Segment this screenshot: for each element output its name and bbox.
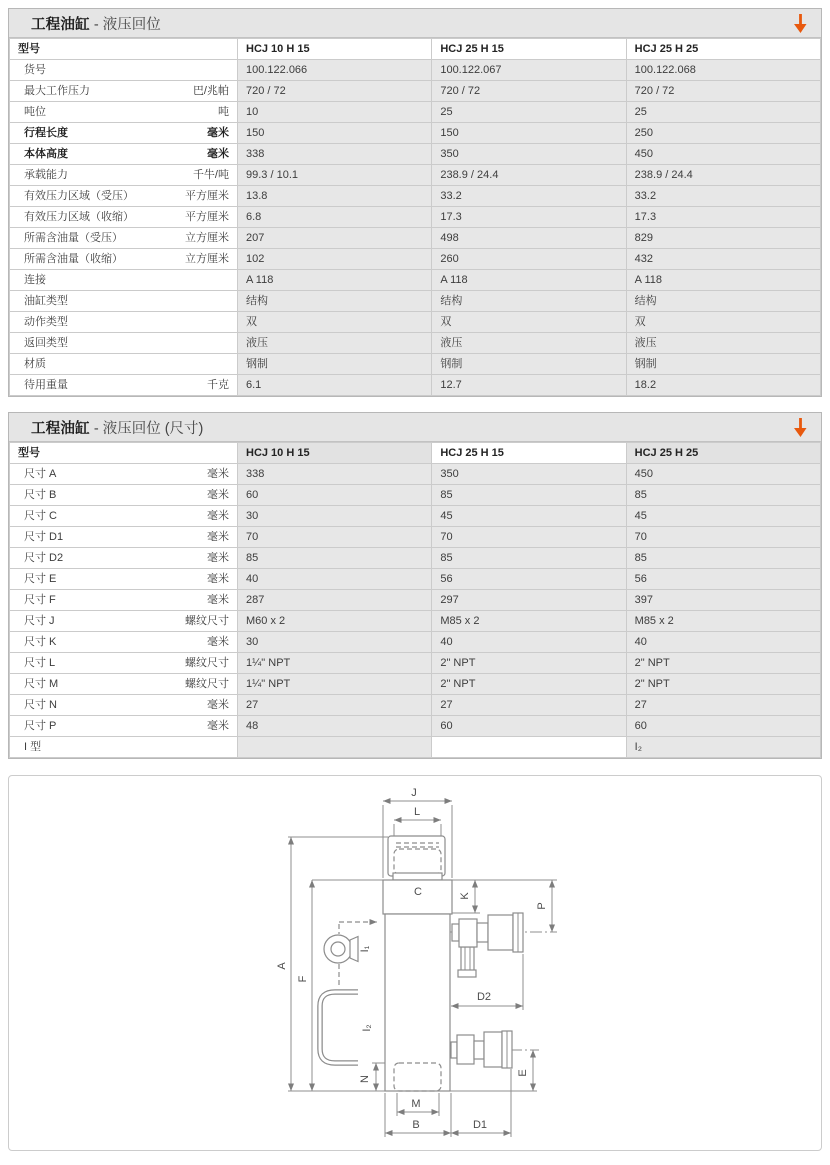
- value-cell: 498: [432, 228, 626, 249]
- row-unit: 螺纹尺寸: [185, 657, 229, 669]
- row-label-cell: [10, 695, 238, 716]
- eye-cap: [350, 937, 358, 962]
- value-cell: M85 x 2: [626, 611, 820, 632]
- value-cell: [432, 737, 626, 758]
- table-row: [10, 354, 821, 375]
- row-label: 尺寸 M: [24, 678, 59, 690]
- table-row: [10, 123, 821, 144]
- row-label-cell: [10, 81, 238, 102]
- row-label: 尺寸 B: [24, 489, 57, 501]
- value-cell: 720 / 72: [238, 81, 432, 102]
- table-row: [10, 653, 821, 674]
- row-label: 动作类型: [24, 316, 68, 328]
- value-cell: 70: [238, 527, 432, 548]
- row-label-cell: [10, 485, 238, 506]
- value-cell: M60 x 2: [238, 611, 432, 632]
- value-cell: 100.122.067: [432, 60, 626, 81]
- row-label: 行程长度: [24, 127, 68, 139]
- model-column-header: HCJ 10 H 15: [238, 39, 432, 60]
- row-label: 承载能力: [24, 169, 68, 181]
- value-cell: 30: [238, 632, 432, 653]
- row-label-cell: [10, 569, 238, 590]
- table-row: [10, 291, 821, 312]
- dim-label-m: M: [411, 1098, 421, 1110]
- row-unit: 毫米: [207, 699, 229, 711]
- value-cell: 结构: [432, 291, 626, 312]
- table-row: [10, 144, 821, 165]
- value-cell: 25: [432, 102, 626, 123]
- lifting-eye-outer: [324, 935, 352, 963]
- row-label-cell: [10, 354, 238, 375]
- value-cell: 85: [432, 485, 626, 506]
- row-label: 油缸类型: [24, 295, 68, 307]
- row-label: 尺寸 P: [24, 720, 57, 732]
- spec-table: [9, 38, 821, 396]
- value-cell: 双: [432, 312, 626, 333]
- lower-coupler: [451, 1031, 512, 1068]
- value-cell: [238, 737, 432, 758]
- spec-table-section-1: [8, 8, 822, 397]
- table-row: [10, 165, 821, 186]
- row-label: 返回类型: [24, 337, 68, 349]
- value-cell: 2" NPT: [432, 674, 626, 695]
- value-cell: 液压: [432, 333, 626, 354]
- cylinder-body-outline: [383, 836, 452, 1091]
- row-unit: 毫米: [207, 594, 229, 606]
- section-title: 工程油缸: [31, 16, 90, 33]
- table-row: [10, 695, 821, 716]
- value-cell: 13.8: [238, 186, 432, 207]
- row-label-column-header: 型号: [10, 39, 238, 60]
- value-cell: 2" NPT: [432, 653, 626, 674]
- row-unit: 毫米: [207, 510, 229, 522]
- row-unit: 毫米: [207, 127, 229, 139]
- row-label-cell: [10, 548, 238, 569]
- model-column-header: HCJ 25 H 25: [626, 39, 820, 60]
- value-cell: M85 x 2: [432, 611, 626, 632]
- row-label-cell: [10, 144, 238, 165]
- row-label: 尺寸 J: [24, 615, 55, 627]
- value-cell: 双: [238, 312, 432, 333]
- value-cell: 结构: [238, 291, 432, 312]
- detail-label-i1: I₁: [359, 945, 371, 953]
- section-title: 工程油缸: [31, 420, 90, 437]
- row-label: 吨位: [24, 106, 46, 118]
- table-row: [10, 569, 821, 590]
- upper-coupler: [452, 913, 523, 977]
- model-column-header: HCJ 25 H 15: [432, 443, 626, 464]
- dim-label-p: P: [536, 902, 548, 910]
- value-cell: 450: [626, 464, 820, 485]
- model-column-header: HCJ 25 H 25: [626, 443, 820, 464]
- lifting-eye-inner: [331, 942, 345, 956]
- value-cell: A 118: [238, 270, 432, 291]
- row-label-cell: [10, 186, 238, 207]
- dim-label-f: F: [297, 975, 309, 983]
- spec-table-section-2: [8, 412, 822, 759]
- table-row: [10, 632, 821, 653]
- row-label: 待用重量: [24, 379, 68, 391]
- value-cell: 40: [238, 569, 432, 590]
- value-cell: 350: [432, 144, 626, 165]
- value-cell: 33.2: [432, 186, 626, 207]
- row-label-cell: [10, 228, 238, 249]
- row-unit: 毫米: [207, 489, 229, 501]
- row-unit: 毫米: [207, 720, 229, 732]
- value-cell: 钢制: [626, 354, 820, 375]
- value-cell: 150: [432, 123, 626, 144]
- value-cell: 17.3: [432, 207, 626, 228]
- value-cell: 27: [432, 695, 626, 716]
- row-label-cell: [10, 123, 238, 144]
- value-cell: 40: [432, 632, 626, 653]
- value-cell: 238.9 / 24.4: [432, 165, 626, 186]
- row-label-cell: [10, 632, 238, 653]
- value-cell: 70: [626, 527, 820, 548]
- row-unit: 毫米: [207, 148, 229, 160]
- row-unit: 立方厘米: [185, 232, 229, 244]
- detail-label-i2: I₂: [361, 1024, 373, 1032]
- value-cell: 85: [626, 548, 820, 569]
- value-cell: 338: [238, 144, 432, 165]
- value-cell: 397: [626, 590, 820, 611]
- elbow-foot: [458, 970, 476, 977]
- carry-handle: [320, 992, 358, 1063]
- value-cell: 18.2: [626, 375, 820, 396]
- row-label-cell: [10, 291, 238, 312]
- value-cell: 27: [626, 695, 820, 716]
- row-label: 本体高度: [24, 148, 68, 160]
- value-cell: 85: [626, 485, 820, 506]
- row-label-cell: [10, 464, 238, 485]
- row-label-cell: [10, 333, 238, 354]
- row-label-cell: [10, 506, 238, 527]
- row-unit: 千克: [207, 379, 229, 391]
- dim-label-c: C: [414, 886, 422, 898]
- row-label: 尺寸 C: [24, 510, 57, 522]
- table-row: [10, 228, 821, 249]
- table-row: [10, 590, 821, 611]
- value-cell: 150: [238, 123, 432, 144]
- value-cell: 720 / 72: [626, 81, 820, 102]
- value-cell: 40: [626, 632, 820, 653]
- value-cell: I₂: [626, 737, 820, 758]
- value-cell: 829: [626, 228, 820, 249]
- value-cell: 60: [432, 716, 626, 737]
- dim-label-e: E: [517, 1069, 529, 1077]
- row-unit: 螺纹尺寸: [185, 615, 229, 627]
- value-cell: 238.9 / 24.4: [626, 165, 820, 186]
- row-label: 尺寸 K: [24, 636, 57, 648]
- row-unit: 毫米: [207, 468, 229, 480]
- value-cell: 33.2: [626, 186, 820, 207]
- header-row: [10, 39, 821, 60]
- value-cell: 6.1: [238, 375, 432, 396]
- value-cell: 30: [238, 506, 432, 527]
- value-cell: 45: [626, 506, 820, 527]
- value-cell: 48: [238, 716, 432, 737]
- row-label: 最大工作压力: [24, 85, 90, 97]
- table-row: [10, 548, 821, 569]
- row-unit: 毫米: [207, 573, 229, 585]
- table-row: [10, 506, 821, 527]
- row-label: 尺寸 F: [24, 594, 56, 606]
- down-arrow-icon[interactable]: [792, 14, 809, 33]
- row-label-cell: [10, 249, 238, 270]
- table-row: [10, 674, 821, 695]
- value-cell: 450: [626, 144, 820, 165]
- row-label: 所需含油量（受压）: [24, 232, 123, 244]
- row-label: I 型: [24, 741, 42, 753]
- value-cell: 结构: [626, 291, 820, 312]
- section-title-bar: [9, 9, 821, 38]
- value-cell: 双: [626, 312, 820, 333]
- model-column-header: HCJ 25 H 15: [432, 39, 626, 60]
- row-label-cell: [10, 102, 238, 123]
- dim-label-j: J: [411, 787, 417, 799]
- dim-label-a: A: [276, 962, 288, 970]
- model-column-header: HCJ 10 H 15: [238, 443, 432, 464]
- value-cell: 250: [626, 123, 820, 144]
- value-cell: 100.122.066: [238, 60, 432, 81]
- row-label: 材质: [24, 358, 46, 370]
- header-row: [10, 443, 821, 464]
- cylinder-technical-drawing: [9, 776, 821, 1148]
- table-row: [10, 270, 821, 291]
- value-cell: 207: [238, 228, 432, 249]
- table-row: [10, 375, 821, 396]
- row-unit: 平方厘米: [185, 211, 229, 223]
- row-unit: 平方厘米: [185, 190, 229, 202]
- value-cell: A 118: [626, 270, 820, 291]
- value-cell: 338: [238, 464, 432, 485]
- section-subtitle: - 液压回位 (尺寸): [89, 420, 204, 437]
- row-label-cell: [10, 737, 238, 758]
- row-label: 货号: [24, 64, 46, 76]
- value-cell: 102: [238, 249, 432, 270]
- value-cell: 12.7: [432, 375, 626, 396]
- table-row: [10, 81, 821, 102]
- table-row: [10, 60, 821, 81]
- row-unit: 千牛/吨: [192, 169, 229, 181]
- row-unit: 毫米: [207, 636, 229, 648]
- row-unit: 毫米: [207, 552, 229, 564]
- row-label: 尺寸 D1: [24, 531, 64, 543]
- table-row: [10, 464, 821, 485]
- table-row: [10, 312, 821, 333]
- value-cell: 297: [432, 590, 626, 611]
- dim-label-n: N: [359, 1075, 371, 1083]
- value-cell: 260: [432, 249, 626, 270]
- value-cell: 60: [238, 485, 432, 506]
- row-label: 尺寸 D2: [24, 552, 64, 564]
- value-cell: 99.3 / 10.1: [238, 165, 432, 186]
- row-label: 尺寸 N: [24, 699, 57, 711]
- row-label-cell: [10, 590, 238, 611]
- row-label: 有效压力区域（受压）: [24, 190, 134, 202]
- row-unit: 巴/兆帕: [192, 85, 229, 97]
- table-row: [10, 737, 821, 758]
- row-label: 连接: [24, 274, 46, 286]
- value-cell: 85: [238, 548, 432, 569]
- value-cell: 6.8: [238, 207, 432, 228]
- row-label: 尺寸 A: [24, 468, 57, 480]
- value-cell: 56: [626, 569, 820, 590]
- row-label: 所需含油量（收缩）: [24, 253, 123, 265]
- row-label-cell: [10, 270, 238, 291]
- row-label: 有效压力区域（收缩）: [24, 211, 134, 223]
- row-unit: 螺纹尺寸: [185, 678, 229, 690]
- rod-collar: [393, 873, 442, 880]
- value-cell: 720 / 72: [432, 81, 626, 102]
- section-title-bar: [9, 413, 821, 442]
- row-label-cell: [10, 207, 238, 228]
- row-label-cell: [10, 653, 238, 674]
- table-row: [10, 333, 821, 354]
- row-label-cell: [10, 375, 238, 396]
- dim-label-d2: D2: [476, 991, 492, 1003]
- value-cell: 1¼" NPT: [238, 653, 432, 674]
- table-row: [10, 527, 821, 548]
- row-label-cell: [10, 674, 238, 695]
- value-cell: 100.122.068: [626, 60, 820, 81]
- value-cell: 25: [626, 102, 820, 123]
- row-label: 尺寸 E: [24, 573, 57, 585]
- row-label-cell: [10, 60, 238, 81]
- value-cell: 70: [432, 527, 626, 548]
- value-cell: 27: [238, 695, 432, 716]
- value-cell: 56: [432, 569, 626, 590]
- down-arrow-icon[interactable]: [792, 418, 809, 437]
- value-cell: 液压: [238, 333, 432, 354]
- technical-drawing-panel: [8, 775, 822, 1151]
- value-cell: 10: [238, 102, 432, 123]
- value-cell: 钢制: [238, 354, 432, 375]
- table-row: [10, 207, 821, 228]
- table-row: [10, 611, 821, 632]
- dimensions-table: [9, 442, 821, 758]
- row-label-cell: [10, 165, 238, 186]
- value-cell: 85: [432, 548, 626, 569]
- value-cell: 液压: [626, 333, 820, 354]
- table-row: [10, 102, 821, 123]
- value-cell: 2" NPT: [626, 653, 820, 674]
- row-unit: 立方厘米: [185, 253, 229, 265]
- value-cell: 432: [626, 249, 820, 270]
- value-cell: 350: [432, 464, 626, 485]
- table-row: [10, 716, 821, 737]
- row-unit: 毫米: [207, 531, 229, 543]
- row-unit: 吨: [218, 106, 229, 118]
- row-label-cell: [10, 716, 238, 737]
- row-label-cell: [10, 611, 238, 632]
- value-cell: 17.3: [626, 207, 820, 228]
- value-cell: A 118: [432, 270, 626, 291]
- row-label: 尺寸 L: [24, 657, 56, 669]
- value-cell: 2" NPT: [626, 674, 820, 695]
- table-row: [10, 485, 821, 506]
- dim-label-k: K: [459, 892, 471, 900]
- table-row: [10, 249, 821, 270]
- dim-label-b: B: [412, 1119, 420, 1131]
- value-cell: 1¼" NPT: [238, 674, 432, 695]
- value-cell: 287: [238, 590, 432, 611]
- accessory-details: [320, 922, 377, 1063]
- table-row: [10, 186, 821, 207]
- value-cell: 钢制: [432, 354, 626, 375]
- dim-label-l: L: [413, 806, 421, 818]
- row-label-column-header: 型号: [10, 443, 238, 464]
- dim-label-d1: D1: [472, 1119, 488, 1131]
- value-cell: 60: [626, 716, 820, 737]
- value-cell: 45: [432, 506, 626, 527]
- section-subtitle: - 液压回位: [89, 16, 161, 33]
- row-label-cell: [10, 527, 238, 548]
- row-label-cell: [10, 312, 238, 333]
